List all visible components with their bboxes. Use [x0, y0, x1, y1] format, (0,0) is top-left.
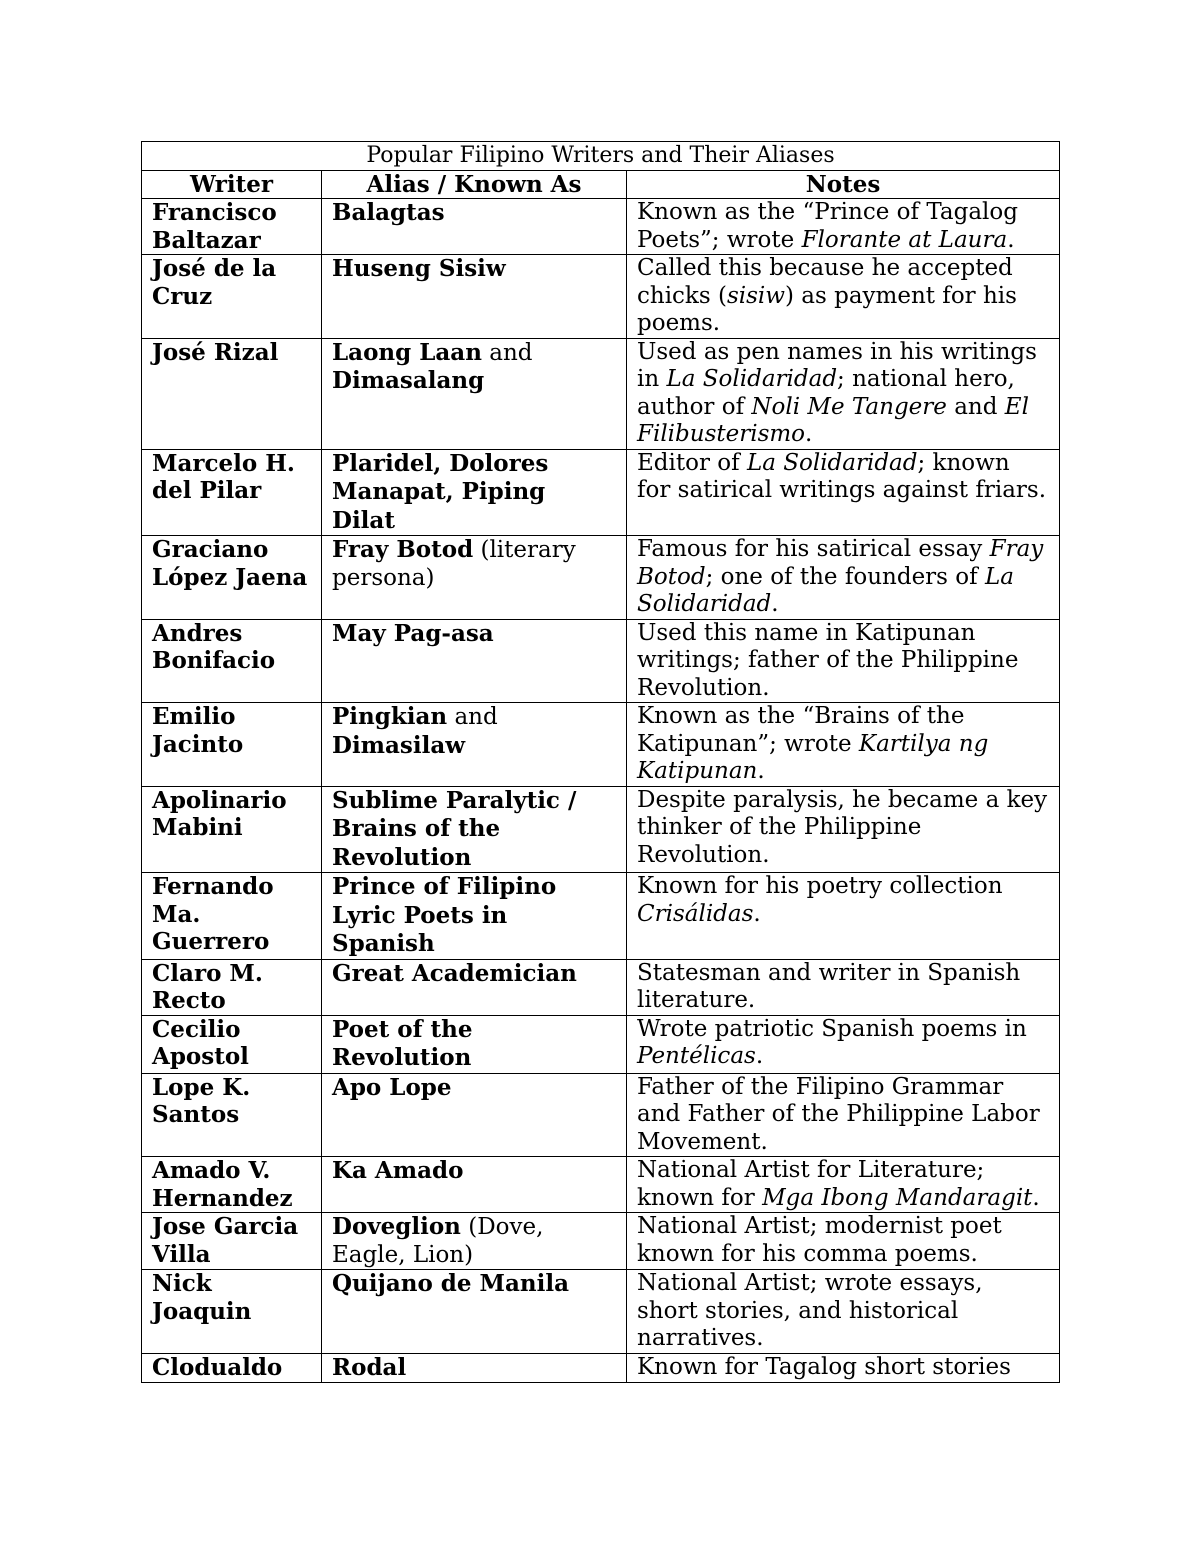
notes-cell	[627, 703, 1060, 787]
text-run: Known for his poetry collection	[637, 873, 1003, 899]
table-row	[142, 1270, 1060, 1354]
notes-cell	[627, 199, 1060, 255]
work-title: El Filibusterismo	[637, 393, 1029, 447]
writer-cell: Emilio Jacinto	[142, 703, 322, 787]
work-title: Mga Ibong Mandaragit	[762, 1184, 1033, 1211]
alias-name: Doveglion	[332, 1213, 461, 1240]
table-row	[142, 1157, 1060, 1213]
text-run: and	[447, 704, 498, 730]
text-run: Famous for his satirical essay	[637, 536, 990, 562]
alias-cell	[322, 873, 627, 960]
text-run: .	[805, 421, 813, 447]
document-page	[141, 141, 1059, 1383]
table-header-row	[142, 170, 1060, 199]
notes-cell	[627, 536, 1060, 620]
alias-cell	[322, 1157, 627, 1213]
text-run: National Artist; modernist poet known for his comma poems.	[637, 1213, 1002, 1267]
work-title: Noli Me Tangere	[751, 393, 947, 420]
alias-name: Prince of Filipino Lyric Poets in Spanish	[332, 873, 557, 957]
work-title: La Solidaridad	[746, 449, 918, 476]
text-run: Called this because he accepted chicks (	[637, 255, 1013, 309]
alias-cell	[322, 255, 627, 339]
text-run: ) as payment for his poems.	[637, 282, 1017, 336]
writer-cell: Fernando Ma. Guerrero	[142, 873, 322, 960]
alias-cell	[322, 199, 627, 255]
text-run: (literary persona)	[332, 537, 576, 591]
text-run: Known as the “Brains of the Katipunan”; wrote	[637, 703, 965, 757]
alias-name: Plaridel, Dolores Manapat, Piping Dilat	[332, 449, 549, 534]
text-run: ; one of the founders of	[705, 563, 985, 590]
notes-cell	[627, 873, 1060, 960]
notes-cell	[627, 1073, 1060, 1157]
writer-cell: José Rizal	[142, 338, 322, 449]
table-row	[142, 1353, 1060, 1383]
text-run: ; national hero, author of	[637, 366, 1015, 420]
text-run: .	[755, 1043, 764, 1069]
alias-cell	[322, 1213, 627, 1270]
table-row	[142, 199, 1060, 255]
text-run: .	[1007, 226, 1015, 253]
writer-cell: Jose Garcia Villa	[142, 1213, 322, 1270]
text-run: and	[946, 393, 1005, 420]
writer-cell: José de la Cruz	[142, 255, 322, 339]
header-alias: Alias / Known As	[322, 170, 627, 199]
alias-cell	[322, 619, 627, 703]
writer-cell: Clodualdo	[142, 1353, 322, 1383]
writer-cell: Claro M. Recto	[142, 959, 322, 1015]
notes-cell	[627, 255, 1060, 339]
writer-cell: Marcelo H. del Pilar	[142, 449, 322, 536]
text-run: Editor of	[637, 449, 747, 476]
notes-cell	[627, 1270, 1060, 1354]
alias-cell	[322, 786, 627, 873]
text-run: Known for Tagalog short stories	[637, 1353, 1011, 1380]
table-row	[142, 1213, 1060, 1270]
alias-name: Huseng Sisiw	[332, 255, 506, 282]
work-title: La Solidaridad	[666, 366, 838, 392]
alias-name: Rodal	[332, 1353, 407, 1381]
text-run: Statesman and writer in Spanish literature.	[637, 959, 1021, 1013]
table-row	[142, 786, 1060, 873]
alias-name: Poet of the Revolution	[332, 1015, 473, 1071]
text-run: Wrote patriotic Spanish poems in	[637, 1015, 1027, 1042]
work-title: La Solidaridad	[637, 563, 1014, 617]
writer-cell: Graciano López Jaena	[142, 536, 322, 620]
notes-cell	[627, 1353, 1060, 1383]
table-row	[142, 619, 1060, 703]
alias-name: Dimasilaw	[332, 731, 466, 759]
header-notes: Notes	[627, 170, 1060, 199]
notes-cell	[627, 449, 1060, 536]
alias-cell	[322, 1270, 627, 1354]
alias-name: Ka Amado	[332, 1157, 464, 1184]
text-run: and	[481, 339, 533, 366]
table-row	[142, 449, 1060, 536]
text-run: .	[757, 758, 765, 784]
alias-name: Fray Botod	[332, 536, 474, 563]
work-title: Florante at Laura	[801, 226, 1008, 253]
alias-cell	[322, 1353, 627, 1383]
writers-table	[141, 141, 1060, 1383]
alias-cell	[322, 536, 627, 620]
text-run: .	[1032, 1184, 1040, 1211]
work-title: Pentélicas	[637, 1043, 756, 1069]
writer-cell: Lope K. Santos	[142, 1073, 322, 1157]
table-row	[142, 255, 1060, 339]
text-run: National Artist; wrote essays, short stories, and historical narratives.	[637, 1270, 983, 1351]
alias-cell	[322, 449, 627, 536]
writer-cell: Andres Bonifacio	[142, 619, 322, 703]
table-row	[142, 1073, 1060, 1157]
text-run: Despite paralysis, he became a key thinker of the Philippine Revolution.	[637, 786, 1048, 868]
alias-name: Pingkian	[332, 703, 448, 730]
alias-name: Balagtas	[332, 199, 445, 226]
notes-cell	[627, 338, 1060, 449]
work-title: Fray Botod	[637, 536, 1044, 590]
text-run: (Dove, Eagle, Lion)	[332, 1214, 544, 1268]
table-title: Popular Filipino Writers and Their Aliases	[142, 142, 1060, 171]
alias-name: May Pag-asa	[332, 619, 494, 647]
alias-name: Dimasalang	[332, 367, 485, 394]
table-row	[142, 959, 1060, 1015]
alias-name: Great Academician	[332, 959, 577, 987]
text-run: Known as the “Prince of Tagalog Poets”; wrote	[637, 199, 1018, 253]
alias-name: Laong Laan	[332, 338, 482, 366]
text-run: Used this name in Katipunan writings; father of the Philippine Revolution.	[637, 619, 1019, 701]
alias-cell	[322, 703, 627, 787]
table-row	[142, 1015, 1060, 1073]
text-run: .	[771, 591, 779, 617]
work-title: Kartilya ng Katipunan	[637, 730, 989, 784]
table-row	[142, 703, 1060, 787]
notes-cell	[627, 1213, 1060, 1270]
writer-cell: Amado V. Hernandez	[142, 1157, 322, 1213]
text-run: Father of the Filipino Grammar and Father of the Philippine Labor Movement.	[637, 1073, 1040, 1155]
writer-cell: Nick Joaquin	[142, 1270, 322, 1354]
text-run: ; known for satirical writings against friars.	[637, 449, 1047, 503]
notes-cell	[627, 619, 1060, 703]
text-run: National Artist for Literature; known for	[637, 1157, 985, 1211]
alias-name: Apo Lope	[332, 1073, 452, 1101]
alias-name: Sublime Paralytic / Brains of the Revolution	[332, 786, 577, 871]
header-writer: Writer	[142, 170, 322, 199]
alias-cell	[322, 959, 627, 1015]
notes-cell	[627, 1157, 1060, 1213]
alias-cell	[322, 1073, 627, 1157]
table-body	[142, 199, 1060, 1383]
alias-cell	[322, 338, 627, 449]
work-title: sisiw	[726, 282, 785, 309]
notes-cell	[627, 786, 1060, 873]
alias-cell	[322, 1015, 627, 1073]
writer-cell: Francisco Baltazar	[142, 199, 322, 255]
writer-cell: Cecilio Apostol	[142, 1015, 322, 1073]
alias-name: Quijano de Manila	[332, 1270, 569, 1297]
table-row	[142, 873, 1060, 960]
table-row	[142, 338, 1060, 449]
table-title-row	[142, 142, 1060, 171]
text-run: .	[753, 900, 761, 927]
notes-cell	[627, 959, 1060, 1015]
text-run: Used as pen names in his writings in	[637, 338, 1037, 392]
notes-cell	[627, 1015, 1060, 1073]
work-title: Crisálidas	[637, 900, 754, 927]
table-row	[142, 536, 1060, 620]
writer-cell: Apolinario Mabini	[142, 786, 322, 873]
